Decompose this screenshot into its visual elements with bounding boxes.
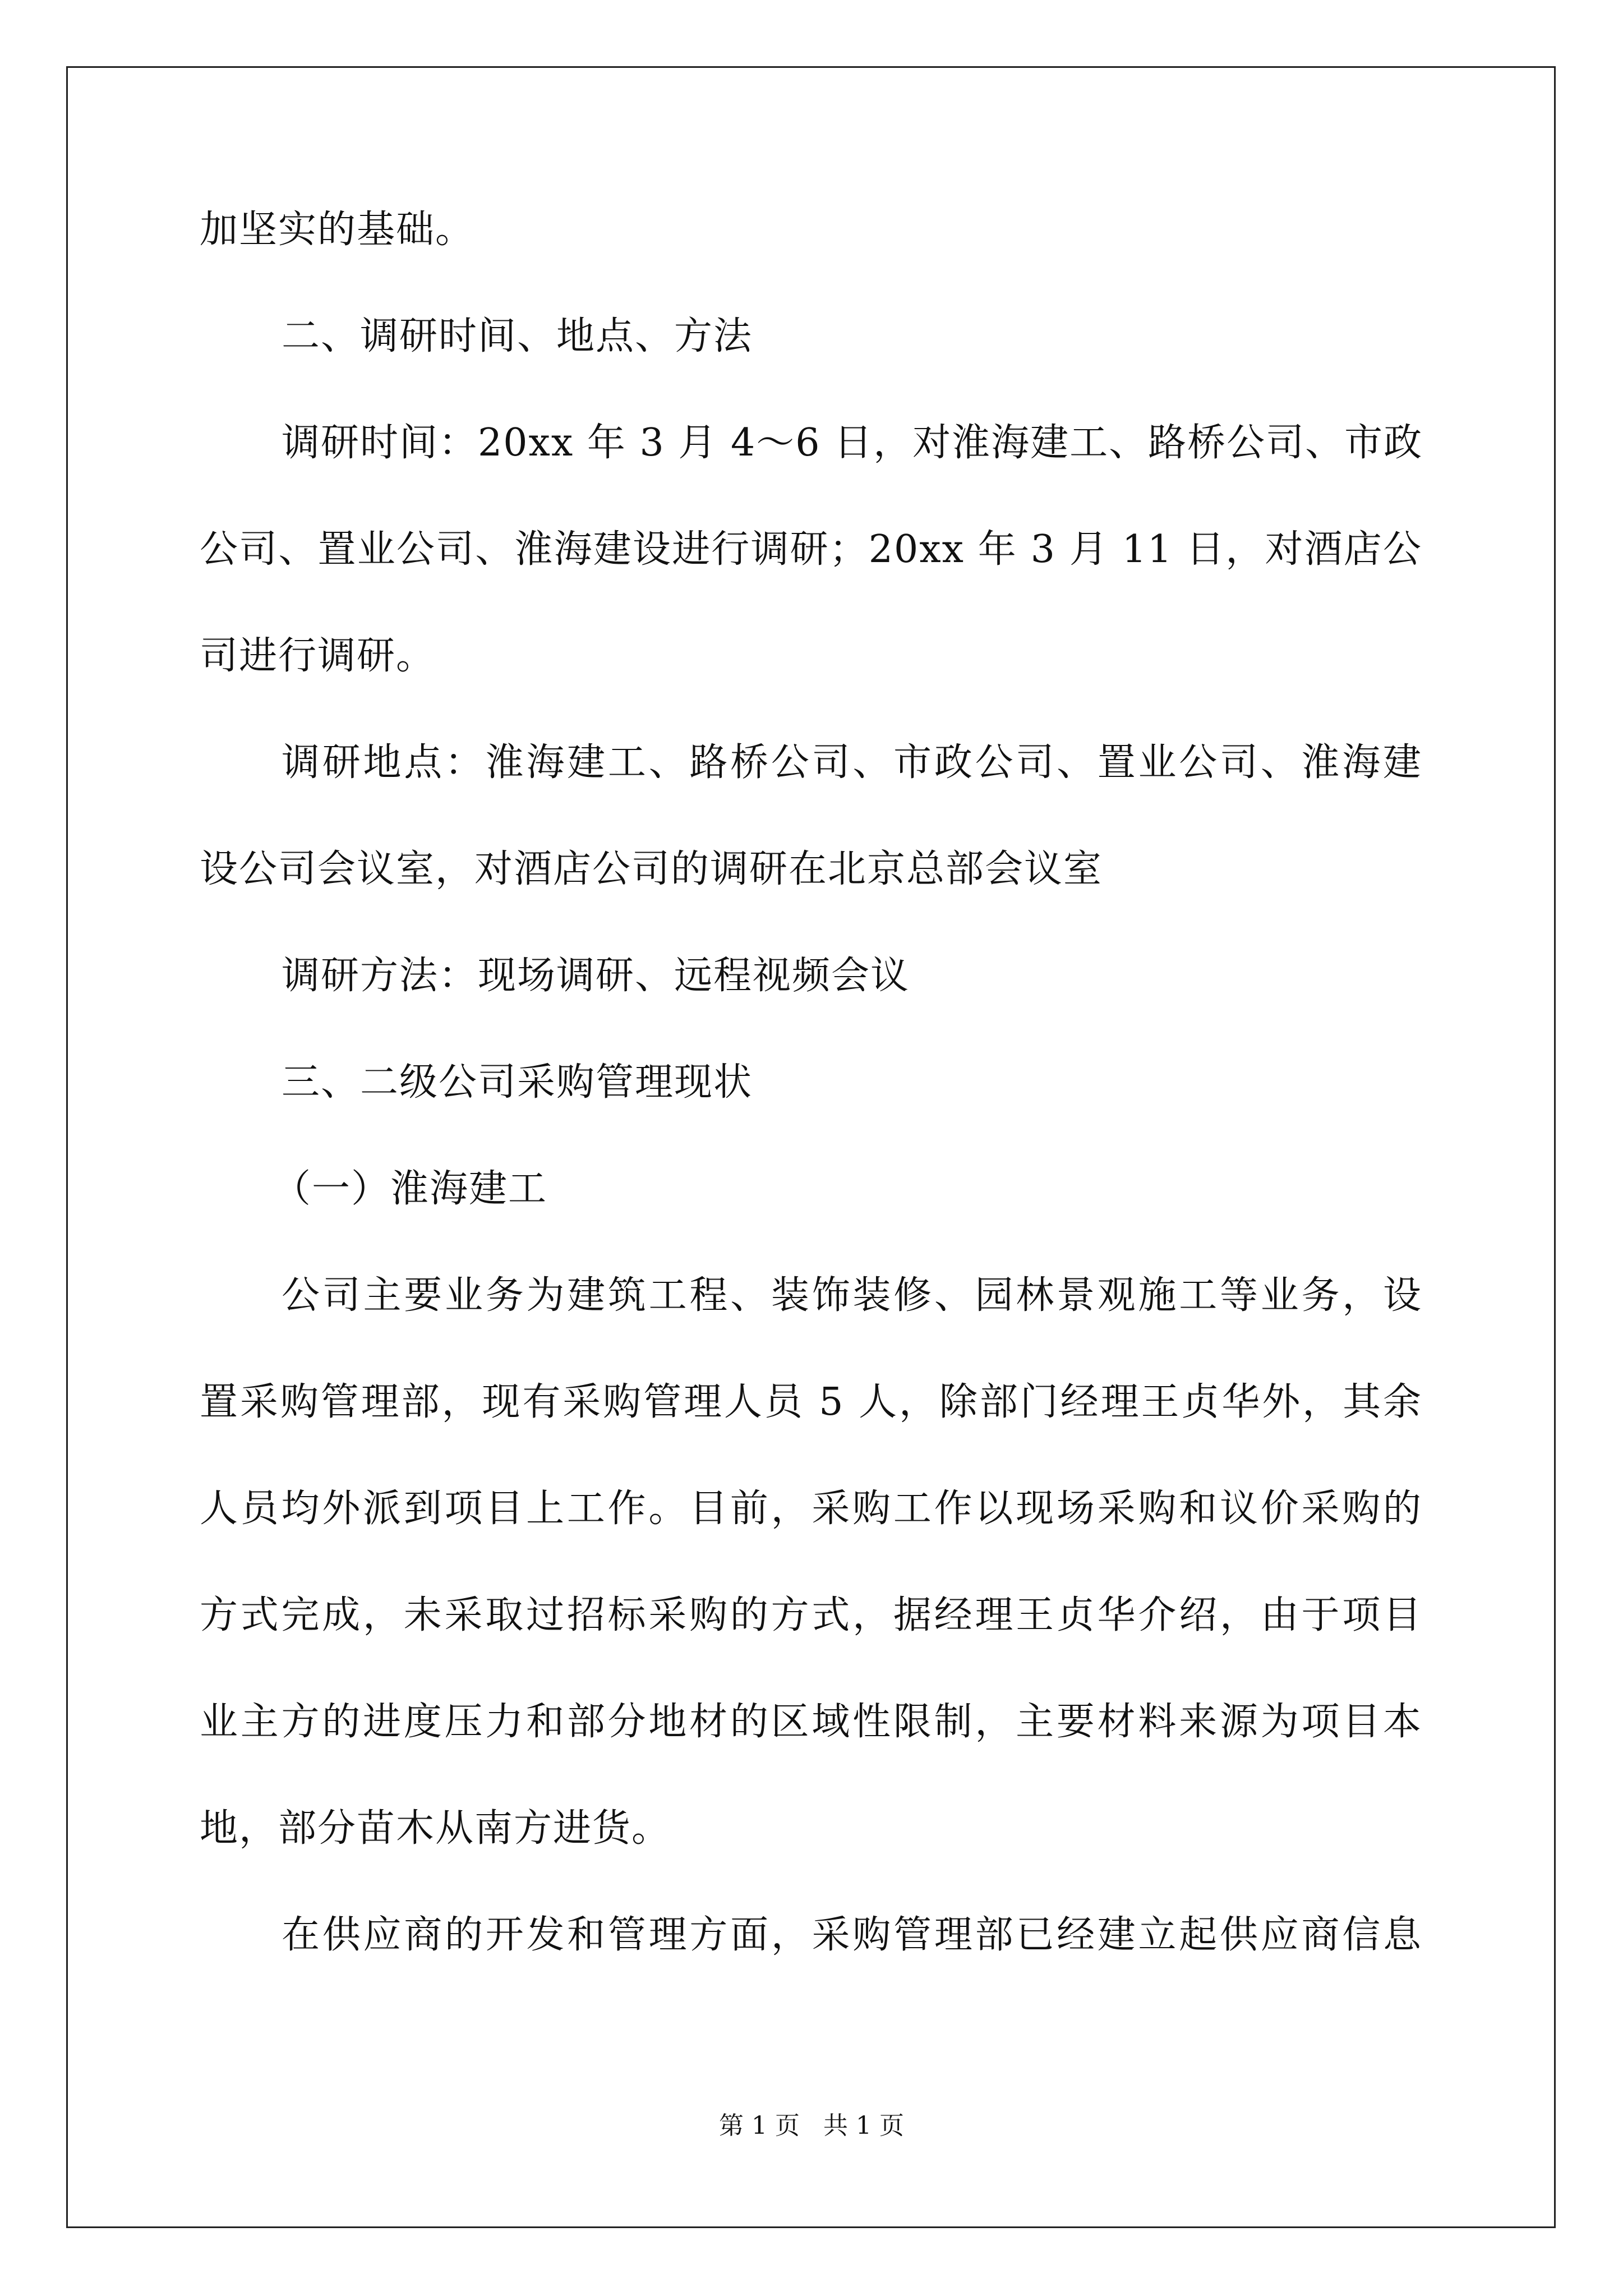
text-line: 公司、置业公司、淮海建设进行调研；20xx 年 3 月 11 日，对酒店公 xyxy=(200,527,1422,572)
text-line: 公司主要业务为建筑工程、装饰装修、园林景观施工等业务，设 xyxy=(282,1273,1422,1318)
text-line: 加坚实的基础。 xyxy=(200,208,475,252)
text-line: 司进行调研。 xyxy=(200,634,436,678)
text-line: 置采购管理部，现有采购管理人员 5 人，除部门经理王贞华外，其余 xyxy=(200,1380,1422,1424)
text-line: 调研时间：20xx 年 3 月 4～6 日，对淮海建工、路桥公司、市政 xyxy=(282,421,1423,465)
section-heading: 三、二级公司采购管理现状 xyxy=(282,1060,753,1105)
page-frame xyxy=(66,66,1556,2228)
text-line: 调研地点：淮海建工、路桥公司、市政公司、置业公司、淮海建 xyxy=(282,740,1422,785)
text-line: 业主方的进度压力和部分地材的区域性限制，主要材料来源为项目本 xyxy=(200,1700,1422,1744)
subsection-heading: （一）淮海建工 xyxy=(273,1167,548,1211)
text-line: 调研方法：现场调研、远程视频会议 xyxy=(282,954,910,998)
text-line: 设公司会议室，对酒店公司的调研在北京总部会议室 xyxy=(200,847,1103,891)
section-heading: 二、调研时间、地点、方法 xyxy=(282,314,753,358)
text-line: 在供应商的开发和管理方面，采购管理部已经建立起供应商信息 xyxy=(282,1913,1422,1957)
text-line: 地，部分苗木从南方进货。 xyxy=(200,1806,671,1851)
text-line: 方式完成，未采取过招标采购的方式，据经理王贞华介绍，由于项目 xyxy=(200,1593,1422,1637)
text-line: 人员均外派到项目上工作。目前，采购工作以现场采购和议价采购的 xyxy=(200,1487,1422,1531)
page-number-footer: 第 1 页 共 1 页 xyxy=(719,2111,904,2140)
